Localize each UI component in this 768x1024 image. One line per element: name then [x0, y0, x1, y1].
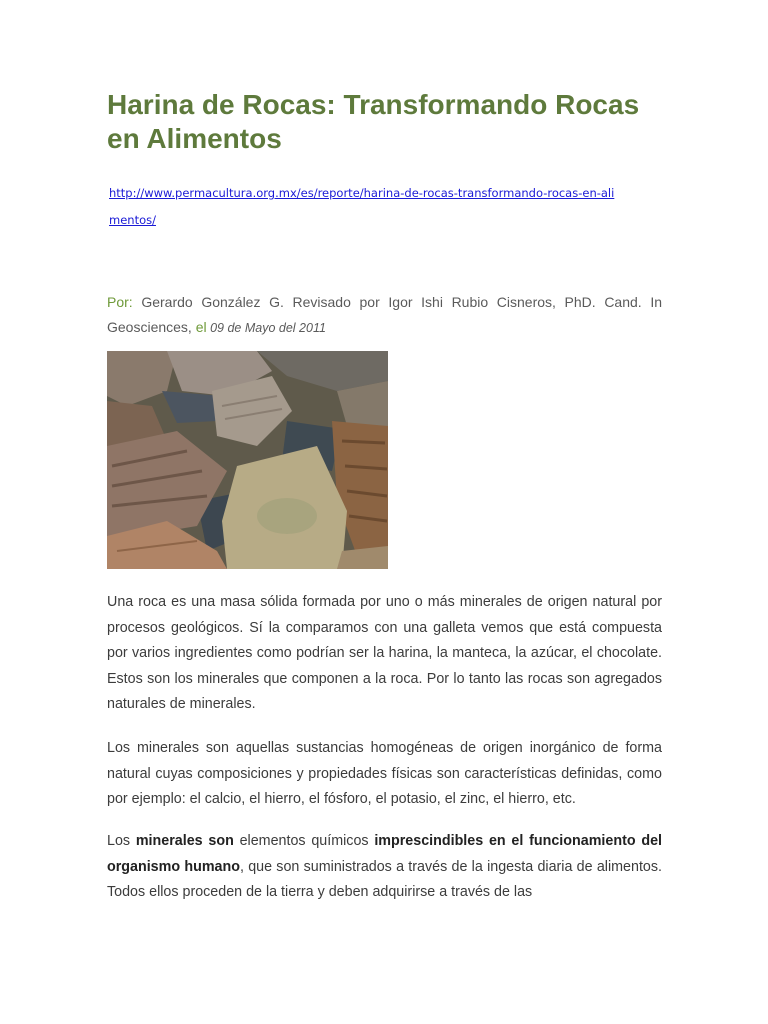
paragraph-2: Los minerales son aquellas sustancias homogéneas de origen inorgánico de forma natural cuyas composiciones y propiedades físicas son características definidas, como por ejemplo: el calcio, el hierro, el fósforo, el potasio, el zinc, el hierro, etc.	[107, 740, 662, 807]
source-link[interactable]: http://www.permacultura.org.mx/es/reporte/harina-de-rocas-transformando-rocas-en-alimentos/	[109, 186, 615, 227]
paragraph-1: Una roca es una masa sólida formada por uno o más minerales de origen natural por procesos geológicos. Sí la comparamos con una galleta vemos que está compuesta por varios ingredientes como podrían ser la harina, la manteca, la azúcar, el chocolate. Estos son los minerales que componen a la roca. Por lo tanto las rocas son agregados naturales de minerales.	[107, 594, 662, 712]
rocks-photo	[107, 351, 388, 569]
byline-date: 09 de Mayo del 2011	[206, 321, 326, 335]
paragraph-3-text-2: elementos químicos	[233, 833, 375, 849]
paragraph-3-bold-1: minerales son	[135, 833, 234, 849]
byline-authors: Gerardo González G. Revisado por Igor Ishi Rubio Cisneros, PhD. Cand. In Geosciences,	[107, 294, 662, 335]
paragraph-3	[107, 829, 662, 906]
byline-el-label: el	[191, 319, 207, 335]
paragraph-3-text-3: , que son suministrados a través de la ingesta diaria de alimentos. Todos ellos proceden de la tierra y deben adquirirse a través de las	[107, 858, 663, 900]
paragraph-3-text-1: Los	[107, 833, 136, 849]
byline	[107, 290, 662, 341]
byline-por-label: Por:	[107, 294, 133, 310]
paragraph-3-bold-2: imprescindibles en el funcionamiento del organismo humano	[107, 833, 663, 875]
article-title: Harina de Rocas: Transformando Rocas en Alimentos	[107, 89, 640, 154]
